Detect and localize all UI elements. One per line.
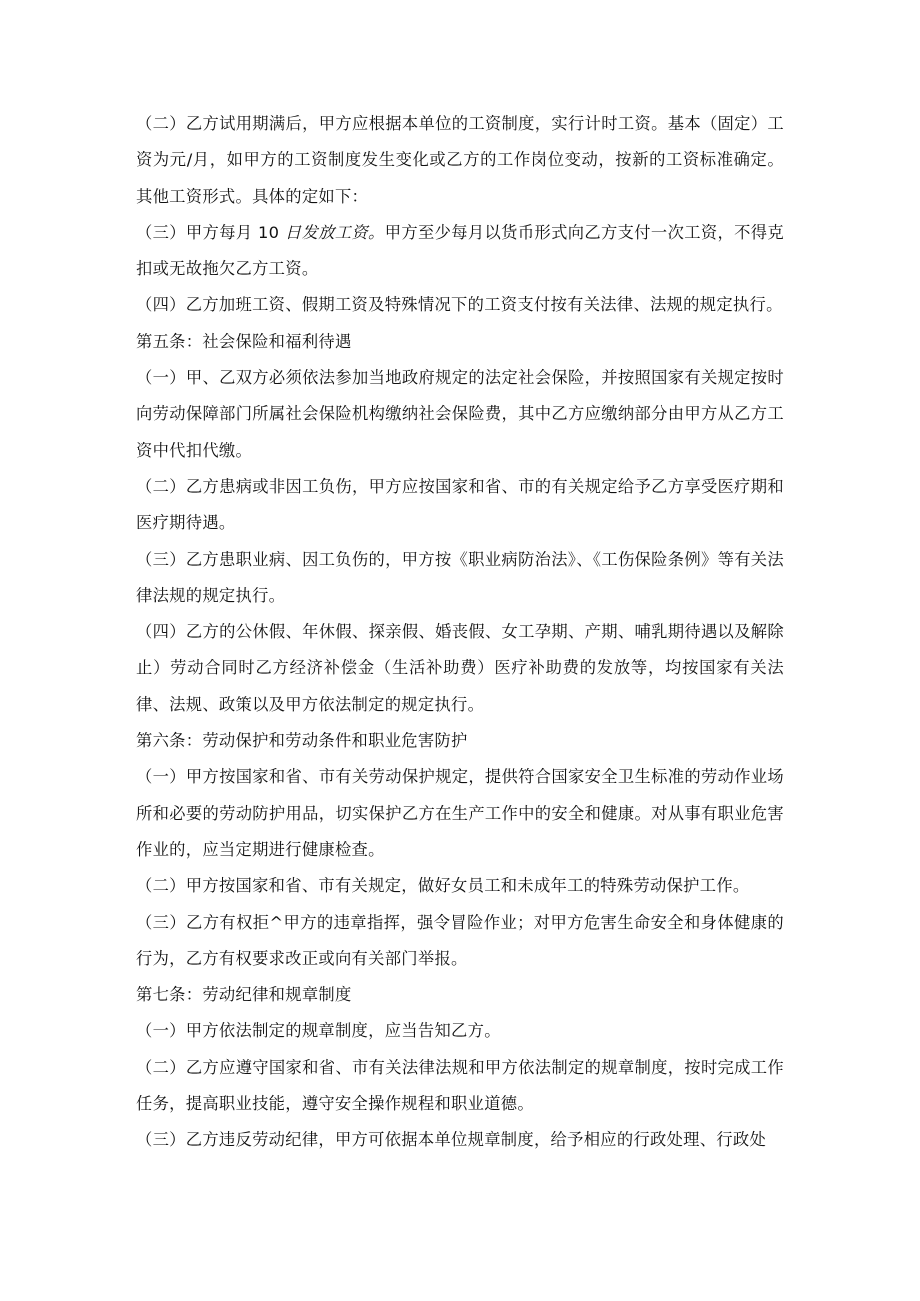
paragraph-leave-benefits: （四）乙方的公休假、年休假、探亲假、婚丧假、女工孕期、产期、哺乳期待遇以及解除止）劳动合同时乙方经济补偿金（生活补助费）医疗补助费的发放等，均按国家有关法律、法规、政策以及甲方依法制定的规定执行。 — [136, 622, 784, 714]
paragraph-wage-payment-date: （三）甲方每月 10 日发放工资。甲方至少每月以货币形式向乙方支付一次工资，不得克扣或无故拖欠乙方工资。 — [136, 222, 784, 279]
paragraph-special-protection: （二）甲方按国家和省、市有关规定，做好女员工和未成年工的特殊劳动保护工作。 — [136, 876, 750, 896]
paragraph-medical-period: （二）乙方患病或非因工负伤，甲方应按国家和省、市的有关规定给予乙方享受医疗期和医疗期待遇。 — [136, 476, 784, 533]
paragraph-social-insurance: （一）甲、乙双方必须依法参加当地政府规定的法定社会保险，并按照国家有关规定按时向劳动保障部门所属社会保险机构缴纳社会保险费，其中乙方应缴纳部分由甲方从乙方工资中代扣代缴。 — [136, 368, 784, 460]
paragraph-refuse-violation: （三）乙方有权拒^甲方的违章指挥，强令冒险作业；对甲方危害生命安全和身体健康的行为，乙方有权要求改正或向有关部门举报。 — [136, 912, 784, 968]
document-page — [136, 106, 784, 1159]
section-heading-article-7: 第七条：劳动纪律和规章制度 — [136, 985, 352, 1005]
paragraph-wage-after-probation: （二）乙方试用期满后，甲方应根据本单位的工资制度，实行计时工资。基本（固定）工资为元/月，如甲方的工资制度发生变化或乙方的工作岗位变动，按新的工资标准确定。其他工资形式。具体的定如下： — [136, 114, 784, 206]
section-heading-article-5: 第五条：社会保险和福利待遇 — [136, 331, 352, 351]
paragraph-comply-rules: （二）乙方应遵守国家和省、市有关法律法规和甲方依法制定的规章制度，按时完成工作任务，提高职业技能，遵守安全操作规程和职业道德。 — [136, 1057, 784, 1114]
paragraph-rules-notice: （一）甲方依法制定的规章制度，应当告知乙方。 — [136, 1021, 501, 1041]
paragraph-discipline-violation: （三）乙方违反劳动纪律，甲方可依据本单位规章制度，给予相应的行政处理、行政处 — [136, 1130, 767, 1150]
paragraph-labor-protection: （一）甲方按国家和省、市有关劳动保护规定，提供符合国家安全卫生标准的劳动作业场所和必要的劳动防护用品，切实保护乙方在生产工作中的安全和健康。对从事有职业危害作业的，应当定期进行健康检查。 — [136, 767, 784, 859]
section-heading-article-6: 第六条：劳动保护和劳动条件和职业危害防护 — [136, 731, 468, 751]
paragraph-occupational-disease: （三）乙方患职业病、因工负伤的，甲方按《职业病防治法》、《工伤保险条例》等有关法律法规的规定执行。 — [136, 549, 784, 605]
paragraph-overtime-wage: （四）乙方加班工资、假期工资及特殊情况下的工资支付按有关法律、法规的规定执行。 — [136, 295, 783, 315]
